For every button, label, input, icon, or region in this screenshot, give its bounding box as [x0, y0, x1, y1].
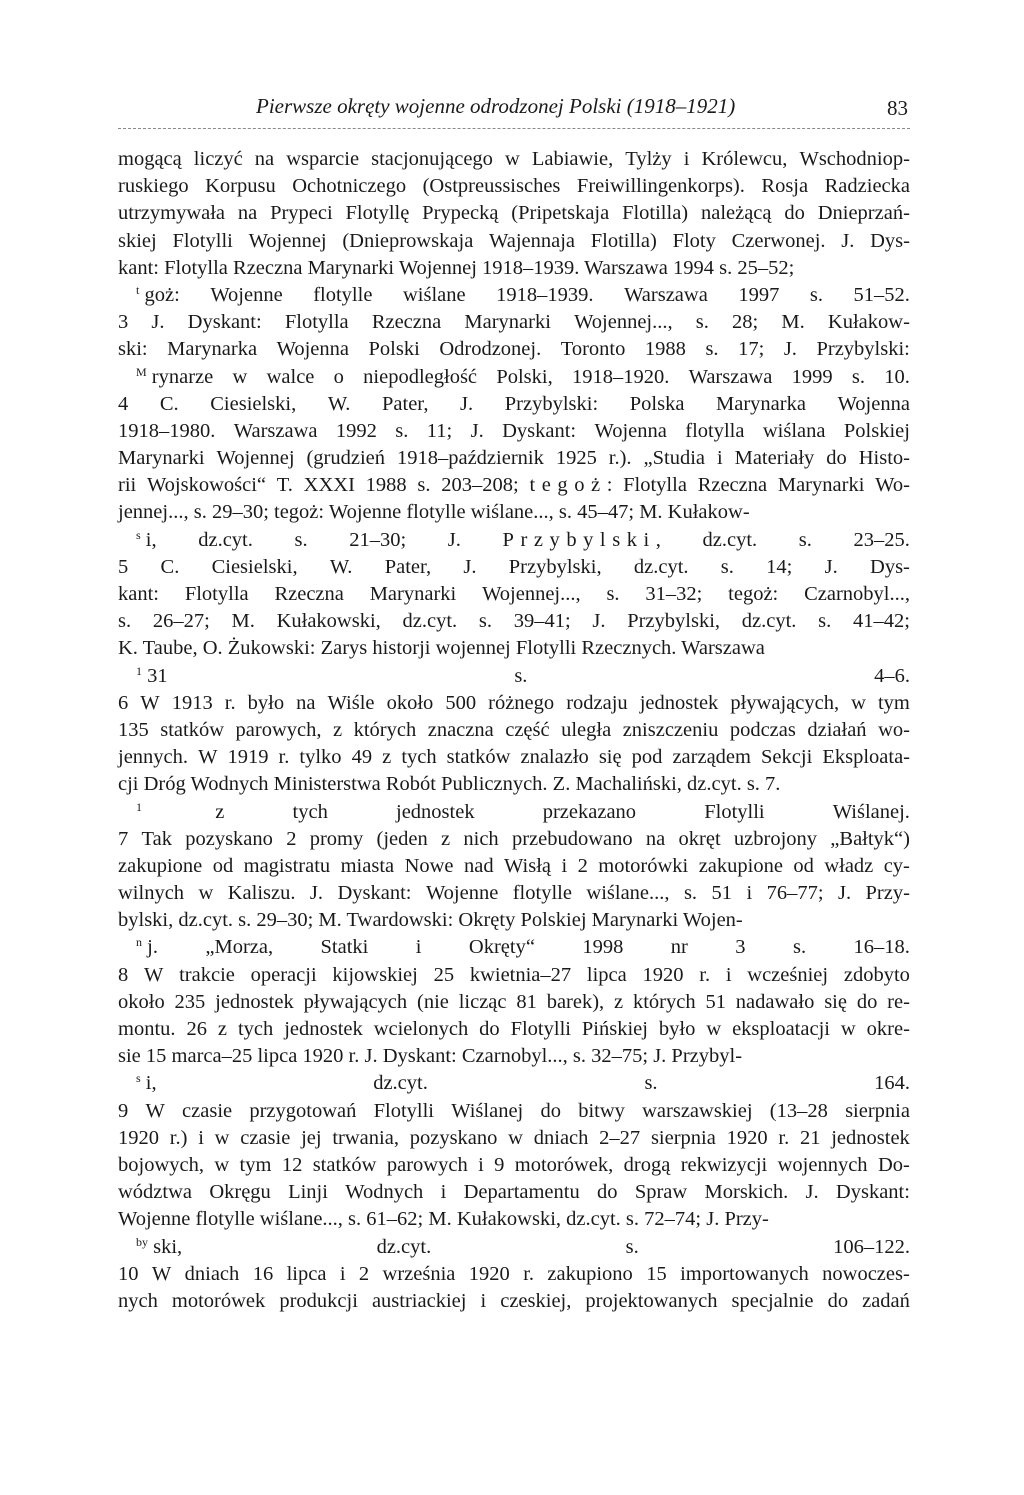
- text-line: $^1$ z tych jednostek przekazano Flotylli Wiślanej.: [136, 799, 910, 823]
- text-line: mogącą liczyć na wsparcie stacjonującego w Labiawie, Tylży i Królewcu, Wschodniop-: [118, 148, 910, 170]
- text-line: 10 W dniach 16 lipca i 2 września 1920 r. zakupiono 15 importowanych nowoczes-: [118, 1262, 910, 1285]
- text-line: 4 C. Ciesielski, W. Pater, J. Przybylski: Polska Marynarka Wojenna: [118, 392, 910, 415]
- text-line: 9 W czasie przygotowań Flotylli Wiślanej do bitwy warszawskiej (13–28 sierpnia: [118, 1099, 910, 1122]
- text-line: montu. 26 z tych jednostek wcielonych do Flotylli Pińskiej było w eksploatacji w okre-: [118, 1018, 910, 1040]
- text-line: 7 Tak pozyskano 2 promy (jeden z nich przebudowano na okręt uzbrojony „Bałtyk“): [118, 827, 910, 850]
- text-line: jennej..., s. 29–30; tegoż: Wojenne flotylle wiślane..., s. 45–47; M. Kułakow-: [118, 501, 750, 524]
- text-line: skiej Flotylli Wojennej (Dnieprowskaja Wajennaja Flotilla) Floty Czerwonej. J. Dys-: [118, 229, 910, 252]
- text-line: bojowych, w tym 12 statków parowych i 9 motorówek, drogą rekwizycji wojennych Do-: [118, 1153, 910, 1176]
- text-line: 1918–1980. Warszawa 1992 s. 11; J. Dyskant: Wojenna flotylla wiślana Polskiej: [118, 419, 910, 442]
- text-line: nych motorówek produkcji austriackiej i czeskiej, projektowanych specjalnie do zadań: [118, 1289, 910, 1312]
- text-line: utrzymywała na Prypeci Flotyllę Prypecką (Pripetskaja Flotilla) należącą do Dnieprzań-: [118, 202, 910, 225]
- text-line: jennych. W 1919 r. tylko 49 z tych statków znalazło się pod zarządem Sekcji Eksploata-: [118, 746, 910, 769]
- page-number: 83: [887, 96, 908, 120]
- text-line: sie 15 marca–25 lipca 1920 r. J. Dyskant: Czarnobyl..., s. 32–75; J. Przybyl-: [118, 1045, 743, 1068]
- footnotes-text: [118, 146, 910, 1315]
- text-line: $^{by}$ ski, dz.cyt. s. 106–122.: [136, 1234, 910, 1258]
- text-line: ruskiego Korpusu Ochotniczego (Ostpreussisches Freiwillingenkorps). Rosja Radziecka: [118, 175, 910, 198]
- text-line: 6 W 1913 r. było na Wiśle około 500 różnego rodzaju jednostek pływających, w tym: [118, 691, 910, 714]
- text-line: $^s$ i, dz.cyt. s. 164.: [136, 1071, 910, 1095]
- text-line: około 235 jednostek pływających (nie licząc 81 barek), z których 51 nadawało się do re-: [118, 990, 910, 1013]
- text-line: $^n$ j. „Morza, Statki i Okręty“ 1998 nr 3 s. 16–18.: [136, 935, 910, 959]
- text-line: $^s$ i, dz.cyt. s. 21–30; J. Przybylski, dz.cyt. s. 23–25.: [136, 527, 910, 551]
- text-line: $^M$ rynarze w walce o niepodległość Polski, 1918–1920. Warszawa 1999 s. 10.: [136, 364, 910, 388]
- text-line: wództwa Okręgu Linji Wodnych i Departamentu do Spraw Morskich. J. Dyskant:: [118, 1181, 910, 1204]
- text-line: $^1$ 31 s. 4–6.: [136, 663, 910, 687]
- running-header: [118, 88, 910, 129]
- text-line: $^t$ goż: Wojenne flotylle wiślane 1918–1939. Warszawa 1997 s. 51–52.: [136, 282, 910, 306]
- text-line: Wojenne flotylle wiślane..., s. 61–62; M. Kułakowski, dz.cyt. s. 72–74; J. Przy-: [118, 1208, 769, 1231]
- text-line: ski: Marynarka Wojenna Polski Odrodzonej. Toronto 1988 s. 17; J. Przybylski:: [118, 338, 910, 361]
- text-line: bylski, dz.cyt. s. 29–30; M. Twardowski: Okręty Polskiej Marynarki Wojen-: [118, 909, 743, 932]
- text-line: Marynarki Wojennej (grudzień 1918–październik 1925 r.). „Studia i Materiały do Histo-: [118, 447, 910, 470]
- text-line: 8 W trakcie operacji kijowskiej 25 kwietnia–27 lipca 1920 r. i wcześniej zdobyto: [118, 963, 910, 986]
- text-line: wilnych w Kaliszu. J. Dyskant: Wojenne flotylle wiślane..., s. 51 i 76–77; J. Przy-: [118, 882, 910, 905]
- text-line: rii Wojskowości“ T. XXXI 1988 s. 203–208; tegoż: Flotylla Rzeczna Marynarki Wo-: [118, 474, 910, 497]
- text-line: kant: Flotylla Rzeczna Marynarki Wojennej..., s. 31–32; tegoż: Czarnobyl...,: [118, 583, 910, 605]
- text-line: zakupione od magistratu miasta Nowe nad Wisłą i 2 motorówki zakupione od władz cy-: [118, 854, 910, 877]
- text-line: K. Taube, O. Żukowski: Zarys historji wojennej Flotylli Rzecznych. Warszawa: [118, 637, 765, 660]
- text-line: 3 J. Dyskant: Flotylla Rzeczna Marynarki Wojennej..., s. 28; M. Kułakow-: [118, 311, 910, 334]
- running-title: Pierwsze okręty wojenne odrodzonej Polski (1918–1921): [256, 94, 736, 118]
- text-line: cji Dróg Wodnych Ministerstwa Robót Publicznych. Z. Machaliński, dz.cyt. s. 7.: [118, 773, 781, 796]
- text-line: 1920 r.) i w czasie jej trwania, pozyskano w dniach 2–27 sierpnia 1920 r. 21 jednostek: [118, 1126, 910, 1149]
- text-line: kant: Flotylla Rzeczna Marynarki Wojennej 1918–1939. Warszawa 1994 s. 25–52;: [118, 256, 795, 279]
- text-line: 135 statków parowych, z których znaczna część uległa zniszczeniu podczas działań wo-: [118, 718, 910, 741]
- text-line: 5 C. Ciesielski, W. Pater, J. Przybylski, dz.cyt. s. 14; J. Dys-: [118, 555, 910, 578]
- text-line: s. 26–27; M. Kułakowski, dz.cyt. s. 39–41; J. Przybylski, dz.cyt. s. 41–42;: [118, 610, 910, 633]
